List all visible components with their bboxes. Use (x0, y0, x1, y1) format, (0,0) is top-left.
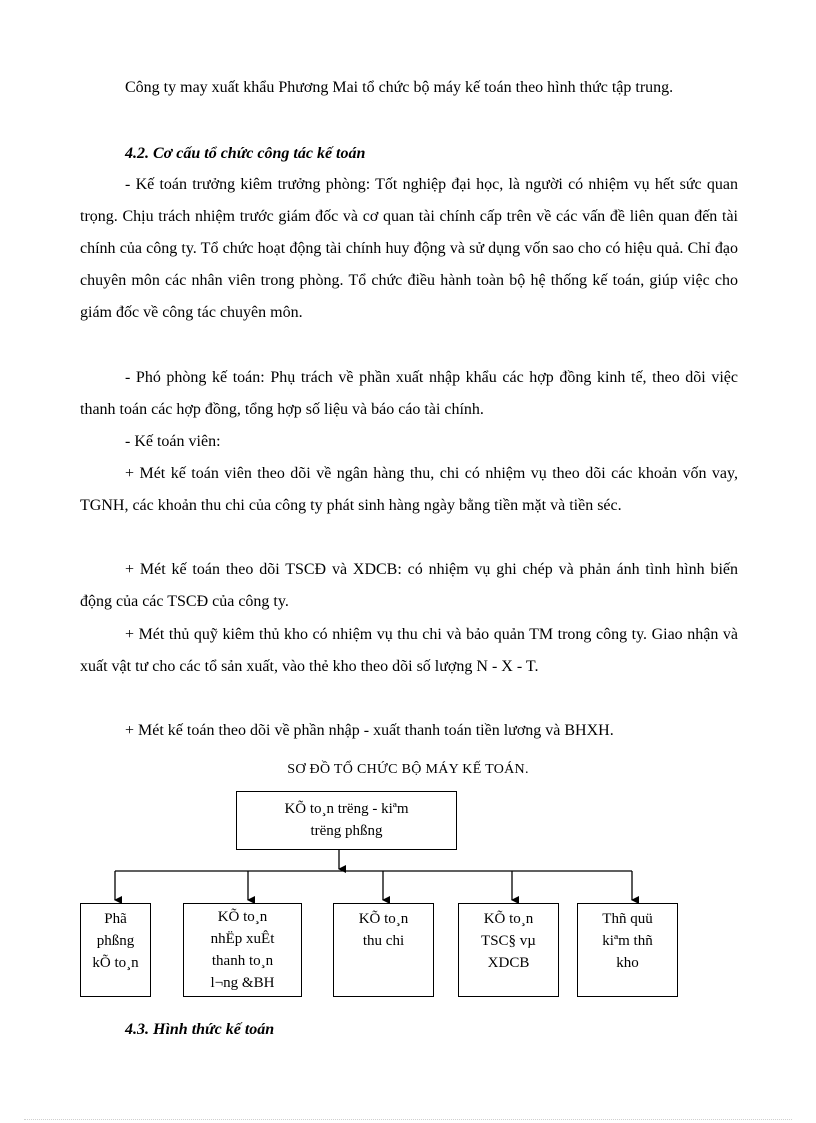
chief-accountant-box: KÕ to¸n trëng - kiªm trëng phßng (236, 791, 457, 850)
section-heading-4-3: 4.3. Hình thức kế toán (125, 1021, 275, 1038)
diagram-title: SƠ ĐỒ TỔ CHỨC BỘ MÁY KẾ TOÁN. (287, 762, 529, 777)
staff-item-bank: + Mét kế toán viên theo dõi về ngân hàng thu, chi có nhiệm vụ theo dõi các khoản vốn vay, TGNH, các khoản thu chi của công ty phát sinh hàng ngày bằng tiền mặt và tiền séc. (80, 465, 738, 514)
payroll-accountant-box: KÕ to¸n nhËp xuÊt thanh to¸n l¬ng &BH (183, 903, 302, 997)
intro-paragraph: Công ty may xuất khẩu Phương Mai tổ chức bộ máy kế toán theo hình thức tập trung. (125, 79, 674, 96)
chief-accountant-paragraph: - Kế toán trưởng kiêm trưởng phòng: Tốt nghiệp đại học, là người có nhiệm vụ hết sức quan trọng. Chịu trách nhiệm trước giám đốc và cơ quan tài chính cấp trên về các vấn đề liên quan đến tài chính của công ty. Tổ chức hoạt động tài chính huy động và sử dụng vốn sao cho có hiệu quả. Chỉ đạo chuyên môn các nhân viên trong phòng. Tổ chức điều hành toàn bộ hệ thống kế toán, giúp việc cho giám đốc về công tác chuyên môn. (80, 176, 738, 321)
deputy-head-box: Phã phßng kÕ to¸n (80, 903, 151, 997)
page-bottom-divider (24, 1119, 792, 1120)
staff-item-fixed-assets: + Mét kế toán theo dõi TSCĐ và XDCB: có nhiệm vụ ghi chép và phản ánh tình hình biến động của các TSCĐ của công ty. (80, 561, 738, 610)
cash-accountant-box: KÕ to¸n thu chi (333, 903, 434, 997)
treasurer-box: Thñ quü kiªm thñ kho (577, 903, 678, 997)
section-heading-4-2: 4.2. Cơ cấu tổ chức công tác kế toán (125, 145, 366, 162)
staff-item-payroll: + Mét kế toán theo dõi về phần nhập - xuất thanh toán tiền lương và BHXH. (125, 722, 614, 739)
deputy-paragraph: - Phó phòng kế toán: Phụ trách về phần xuất nhập khẩu các hợp đồng kinh tế, theo dõi việc thanh toán các hợp đồng, tổng hợp số liệu và báo cáo tài chính. (80, 369, 738, 418)
staff-heading-paragraph: - Kế toán viên: (125, 433, 221, 450)
fixed-assets-accountant-box: KÕ to¸n TSC§ vµ XDCB (458, 903, 559, 997)
staff-item-treasurer: + Mét thủ quỹ kiêm thủ kho có nhiệm vụ thu chi và bảo quản TM trong công ty. Giao nhận và xuất vật tư cho các tổ sản xuất, vào thẻ kho theo dõi số lượng N - X - T. (80, 626, 738, 675)
